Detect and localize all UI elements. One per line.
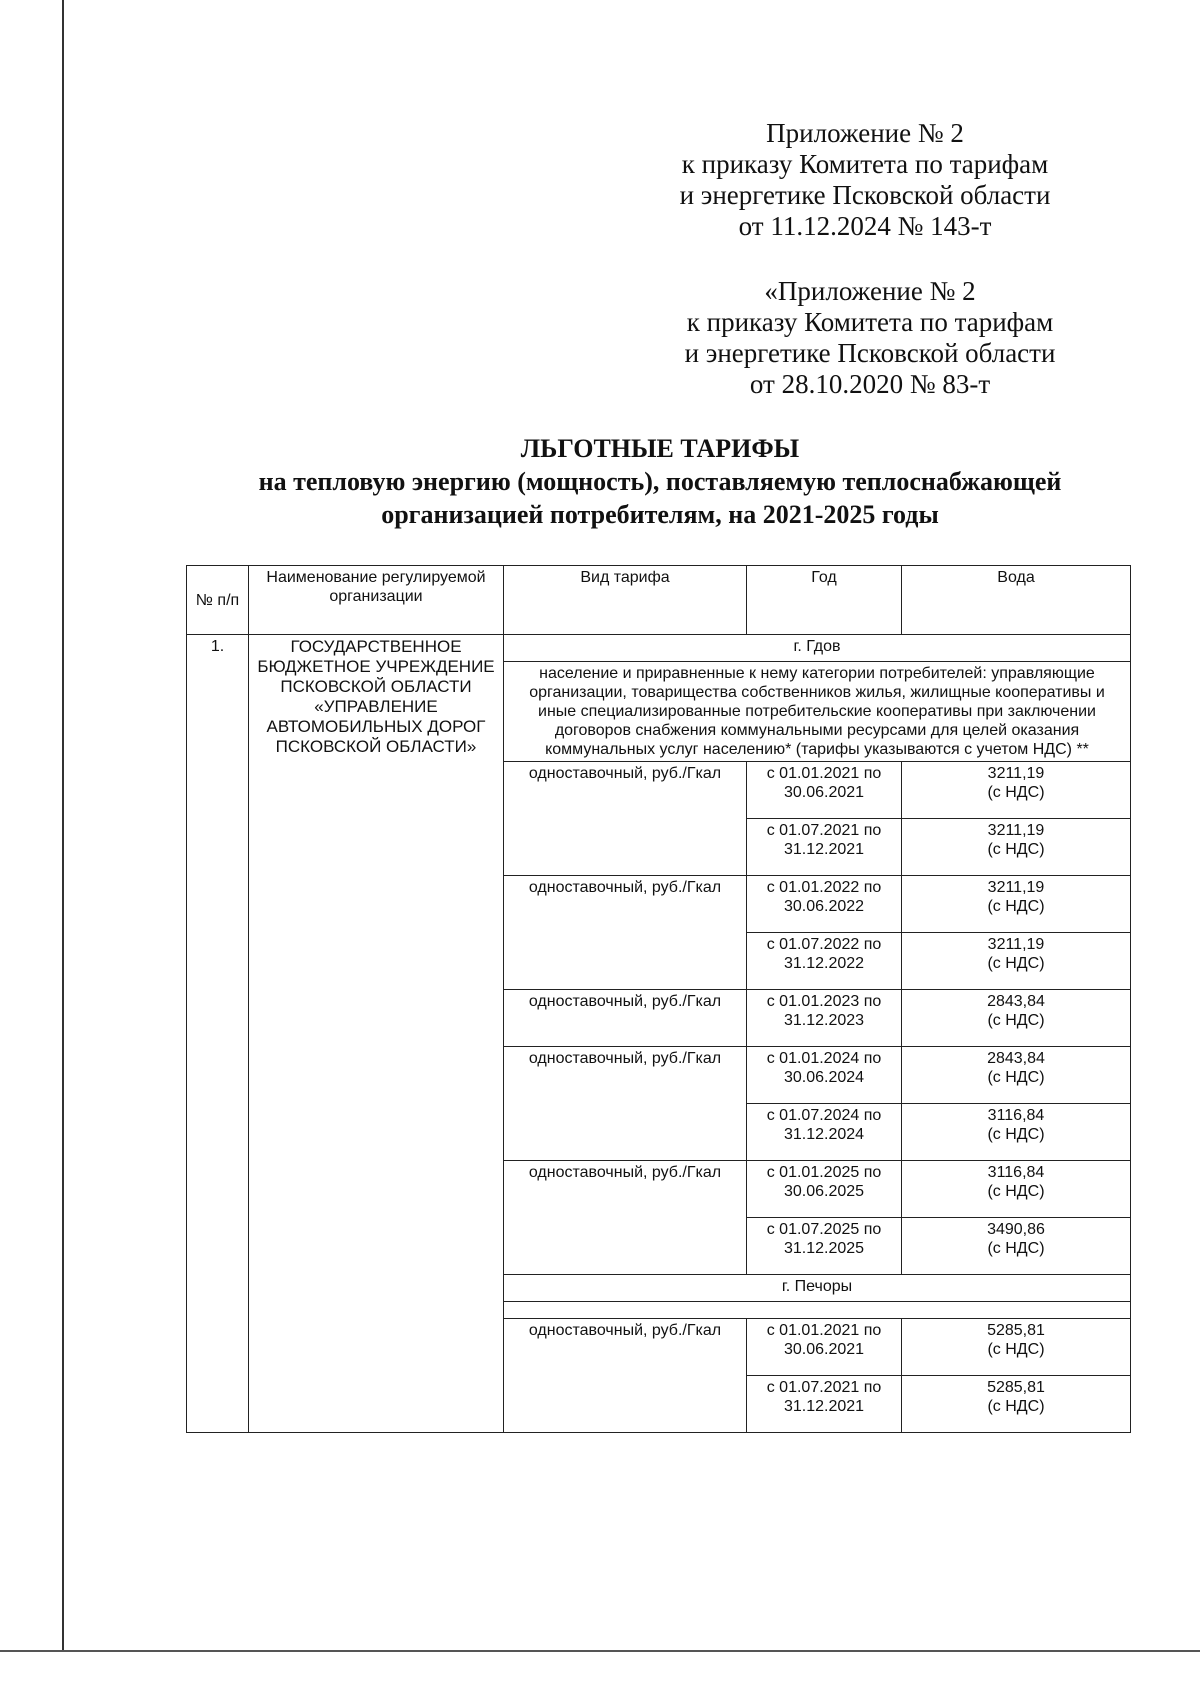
value-vat: (с НДС) <box>987 898 1045 915</box>
tariff-period: с 01.07.2022 по 31.12.2022 <box>747 933 902 990</box>
value-vat: (с НДС) <box>987 1183 1045 1200</box>
organization-name: ГОСУДАРСТВЕННОЕ БЮДЖЕТНОЕ УЧРЕЖДЕНИЕ ПСКОВСКОЙ ОБЛАСТИ «УПРАВЛЕНИЕ АВТОМОБИЛЬНЫХ ДОРОГ ПСКОВСКОЙ ОБЛАСТИ» <box>249 635 504 1433</box>
tariff-value <box>902 1319 1131 1376</box>
appendix-current-header <box>640 118 1090 242</box>
appendix-line: к приказу Комитета по тарифам <box>686 307 1054 337</box>
table-header-row <box>187 566 1131 635</box>
value-vat: (с НДС) <box>987 1398 1045 1415</box>
header-year: Год <box>747 566 902 635</box>
tariff-period: с 01.01.2022 по 30.06.2022 <box>747 876 902 933</box>
city-gdov: г. Гдов <box>504 635 1131 662</box>
tariff-period: с 01.01.2021 по 30.06.2021 <box>747 1319 902 1376</box>
page-edge-bottom <box>0 1650 1200 1652</box>
tariff-value <box>902 1104 1131 1161</box>
tariff-value <box>902 1376 1131 1433</box>
value-number: 5285,81 <box>987 1379 1045 1396</box>
row-number: 1. <box>187 635 249 1433</box>
tariff-value <box>902 1161 1131 1218</box>
value-vat: (с НДС) <box>987 1240 1045 1257</box>
tariff-period: с 01.07.2024 по 31.12.2024 <box>747 1104 902 1161</box>
tariff-table <box>186 565 1131 1433</box>
title-line: на тепловую энергию (мощность), поставляемую теплоснабжающей <box>258 467 1062 496</box>
appendix-original-header <box>640 276 1100 400</box>
tariff-kind: одноставочный, руб./Гкал <box>504 1319 747 1433</box>
tariff-value <box>902 1218 1131 1275</box>
value-number: 3211,19 <box>987 822 1045 839</box>
appendix-line: «Приложение № 2 <box>764 276 976 306</box>
value-number: 2843,84 <box>987 1050 1045 1067</box>
value-number: 3211,19 <box>987 936 1045 953</box>
header-water: Вода <box>902 566 1131 635</box>
appendix-line: к приказу Комитета по тарифам <box>681 149 1049 179</box>
document-title <box>180 432 1140 531</box>
title-line: ЛЬГОТНЫЕ ТАРИФЫ <box>520 434 800 463</box>
title-line: организацией потребителям, на 2021-2025 годы <box>381 500 939 529</box>
tariff-kind: одноставочный, руб./Гкал <box>504 1161 747 1275</box>
value-vat: (с НДС) <box>987 1069 1045 1086</box>
value-vat: (с НДС) <box>987 784 1045 801</box>
tariff-period: с 01.07.2025 по 31.12.2025 <box>747 1218 902 1275</box>
value-number: 3211,19 <box>987 879 1045 896</box>
value-vat: (с НДС) <box>987 955 1045 972</box>
table-row <box>187 635 1131 662</box>
header-org: Наименование регулируемой организации <box>249 566 504 635</box>
empty-category-row <box>504 1302 1131 1319</box>
appendix-line: и энергетике Псковской области <box>679 180 1051 210</box>
tariff-kind: одноставочный, руб./Гкал <box>504 1047 747 1161</box>
tariff-period: с 01.07.2021 по 31.12.2021 <box>747 819 902 876</box>
consumer-category: население и приравненные к нему категории потребителей: управляющие организации, товарищества собственников жилья, жилищные кооперативы и иные специализированные потребительские кооперативы при заключении договоров снабжения коммунальными ресурсами для целей оказания коммунальных услуг населению* (тарифы указываются с учетом НДС) ** <box>504 662 1131 762</box>
value-number: 3490,86 <box>987 1221 1045 1238</box>
value-number: 3116,84 <box>987 1107 1045 1124</box>
value-vat: (с НДС) <box>987 1012 1045 1029</box>
tariff-kind: одноставочный, руб./Гкал <box>504 990 747 1047</box>
tariff-kind: одноставочный, руб./Гкал <box>504 876 747 990</box>
appendix-line: Приложение № 2 <box>766 118 964 148</box>
value-number: 3116,84 <box>987 1164 1045 1181</box>
value-vat: (с НДС) <box>987 841 1045 858</box>
appendix-line: от 28.10.2020 № 83-т <box>749 369 991 399</box>
value-number: 2843,84 <box>987 993 1045 1010</box>
tariff-value <box>902 876 1131 933</box>
value-number: 3211,19 <box>987 765 1045 782</box>
city-pechory: г. Печоры <box>504 1275 1131 1302</box>
tariff-value <box>902 762 1131 819</box>
tariff-value <box>902 933 1131 990</box>
appendix-line: и энергетике Псковской области <box>684 338 1056 368</box>
tariff-period: с 01.01.2025 по 30.06.2025 <box>747 1161 902 1218</box>
value-vat: (с НДС) <box>987 1126 1045 1143</box>
appendix-line: от 11.12.2024 № 143-т <box>738 211 992 241</box>
value-vat: (с НДС) <box>987 1341 1045 1358</box>
header-num: № п/п <box>187 566 249 635</box>
tariff-period: с 01.01.2023 по 31.12.2023 <box>747 990 902 1047</box>
tariff-value <box>902 990 1131 1047</box>
tariff-period: с 01.07.2021 по 31.12.2021 <box>747 1376 902 1433</box>
tariff-value <box>902 819 1131 876</box>
page-edge-left <box>62 0 64 1650</box>
tariff-kind: одноставочный, руб./Гкал <box>504 762 747 876</box>
value-number: 5285,81 <box>987 1322 1045 1339</box>
header-kind: Вид тарифа <box>504 566 747 635</box>
tariff-period: с 01.01.2021 по 30.06.2021 <box>747 762 902 819</box>
tariff-period: с 01.01.2024 по 30.06.2024 <box>747 1047 902 1104</box>
tariff-value <box>902 1047 1131 1104</box>
